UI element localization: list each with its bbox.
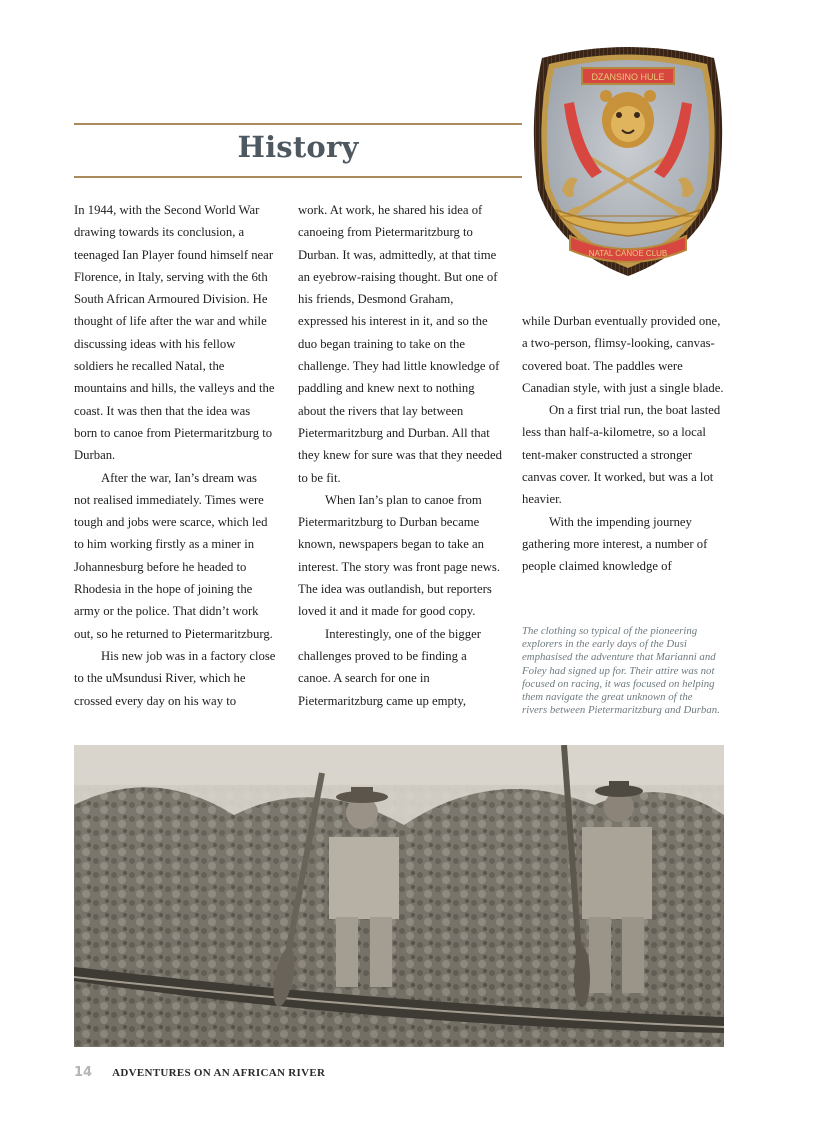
text-column-3: [522, 310, 724, 578]
historic-paddlers-photo: [74, 745, 724, 1047]
paragraph: while Durban eventually provided one, a two-person, flimsy-looking, canvas-covered boat. The paddles were Canadian style, with just a single blade.: [522, 314, 724, 395]
page-title: History: [237, 130, 359, 164]
text-column-2: [298, 199, 502, 712]
canoe-club-crest: [522, 40, 734, 278]
paragraph: Interestingly, one of the bigger challenges proved to be finding a canoe. A search for one in Pietermaritzburg came up empty,: [298, 626, 481, 708]
paragraph: With the impending journey gathering more interest, a number of people claimed knowledge of: [522, 514, 708, 574]
paragraph: work. At work, he shared his idea of canoeing from Pietermaritzburg to Durban. It was, admittedly, at that time an eyebrow-raising thought. But one of his friends, Desmond Graham, expressed his interest in it, and so the duo began training to take on the challenge. They had little knowledge of paddling and knew next to nothing about the rivers that lay between Pietermaritzburg and Durban. All that they knew for sure was that they needed to be fit.: [298, 203, 502, 485]
crest-top-text: DZANSINO HULE: [591, 72, 665, 82]
paragraph: His new job was in a factory close to the uMsundusi River, which he crossed every day on his way to: [74, 648, 276, 708]
photo-caption: The clothing so typical of the pioneering explorers in the early days of the Dusi emphasised the adventure that Marianni and Foley had signed up for. Their attire was not focused on racing, it was focused on helping them navigate the great unknown of the rivers between Pietermaritzburg and Durban.: [522, 625, 720, 717]
page-number: 14: [74, 1065, 93, 1080]
crest-bottom-text: NATAL CANOE CLUB: [588, 249, 668, 258]
paragraph: When Ian’s plan to canoe from Pietermaritzburg to Durban became known, newspapers began to take an interest. The story was front page news. The idea was outlandish, but reporters loved it and it made for good copy.: [298, 492, 501, 619]
paragraph: In 1944, with the Second World War drawing towards its conclusion, a teenaged Ian Player found himself near Florence, in Italy, serving with the 6th South African Armoured Division. He thought of life after the war and while discussing ideas with his fellow soldiers he recalled Natal, the mountains and hills, the valleys and the coast. It was then that the idea was born to canoe from Pietermaritzburg to Durban.: [74, 203, 275, 463]
book-title: ADVENTURES ON AN AFRICAN RIVER: [112, 1067, 326, 1079]
text-column-1: [74, 199, 276, 712]
paragraph: After the war, Ian’s dream was not realised immediately. Times were tough and jobs were scarce, which led to him working firstly as a miner in Johannesburg before he headed to Rhodesia in the hope of joining the army or the police. That didn’t work out, so he returned to Pietermaritzburg.: [74, 470, 273, 641]
title-rule-bottom: [74, 176, 522, 178]
page-footer: [74, 1065, 325, 1080]
title-rule-top: [74, 123, 522, 125]
paragraph: On a first trial run, the boat lasted less than half-a-kilometre, so a local tent-maker constructed a stronger canvas cover. It worked, but was a lot heavier.: [522, 403, 721, 507]
